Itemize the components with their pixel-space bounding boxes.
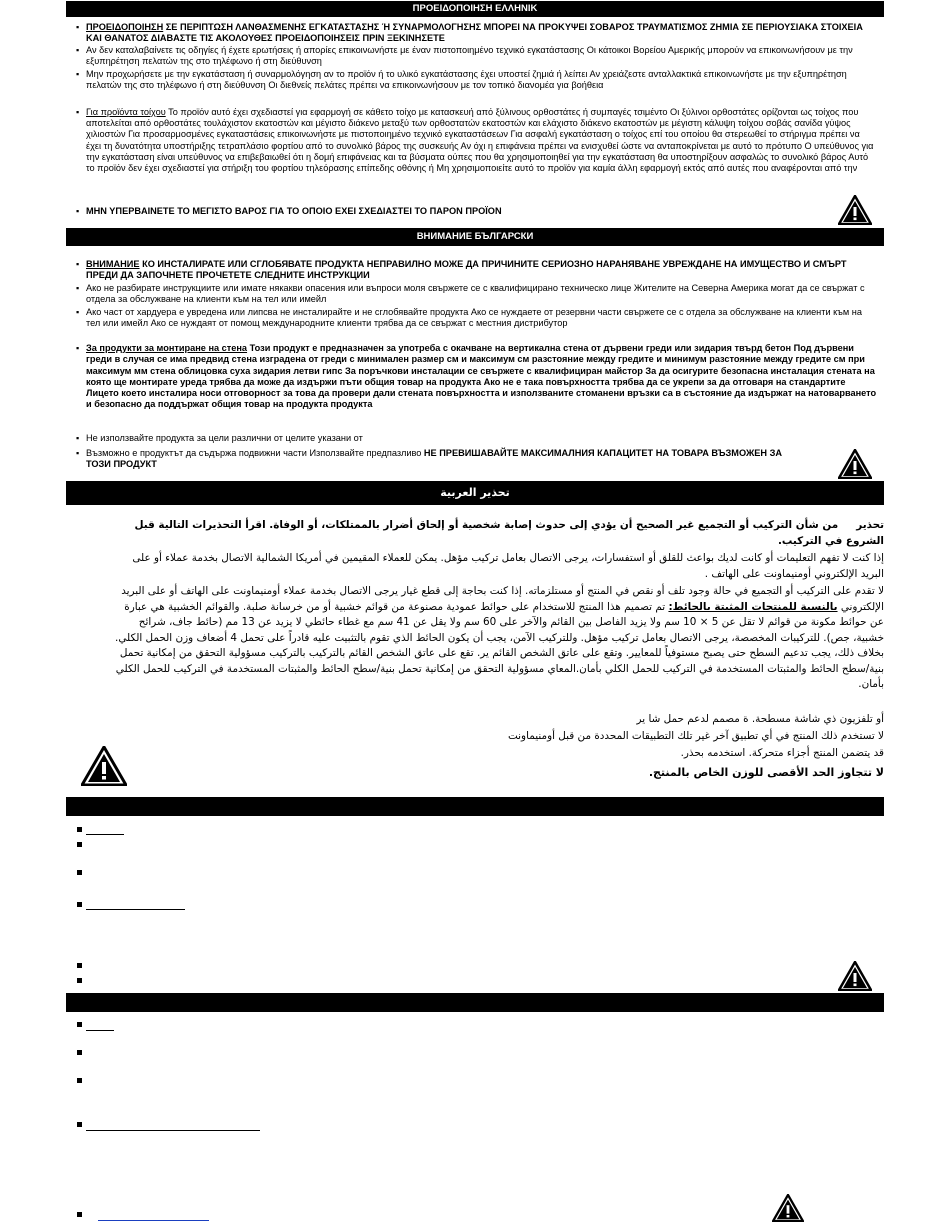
section-4-header xyxy=(66,797,884,816)
bulgarian-section-header xyxy=(66,228,884,246)
greek-header-text: ΠΡΟΕΙΔΟΠΟΙΗΣΗ ΕΛΛΗΝΙΚ xyxy=(412,3,538,14)
greek-wall-products-lead: Για προϊόντα τοίχου xyxy=(86,107,166,117)
warning-triangle-icon xyxy=(838,961,872,991)
arabic-damage-text: لا تقدم على التركيب أو التجميع في حالة وجود تلف أو نقص في المنتج أو مستلزماته. إذا كنت بحاجة إلى قطع غيار يرجى الاتصال بخدمة عملاء أومنيماونت على الهاتف أو على البريد الإلكتروني xyxy=(121,585,884,613)
greek-warning-lead: ΠΡΟΕΙΔΟΠΟΙΗΣΗ xyxy=(86,22,164,32)
bulgarian-instructions-bullet: ▪ Ако не разбирате инструкциите или имате някакви опасения или въпроси моля свържете се с квалифицирано техническо лице Жителите на Северна Америка могат да се свържат с отдела за обслужване на клиенти към на тел или имейл xyxy=(86,283,866,305)
bulgarian-usage-bullet: ▪ Не използвайте продукта за цели различни от целите указани от xyxy=(86,433,866,444)
arabic-warning-paragraph xyxy=(114,518,884,549)
section-4-underline xyxy=(86,834,124,835)
arabic-damage-paragraph xyxy=(109,584,884,693)
section-5-header xyxy=(66,993,884,1012)
section-5-bullet xyxy=(77,1122,82,1127)
section-5-underline xyxy=(86,1130,260,1131)
bulgarian-warning-lead: ВНИМАНИЕ xyxy=(86,259,140,269)
warning-triangle-icon xyxy=(838,195,872,225)
section-4-bullet xyxy=(77,827,82,832)
section-5-bullet xyxy=(77,1212,82,1217)
bulgarian-warning-bullet xyxy=(86,259,866,281)
arabic-usage-paragraph: لا تستخدم ذلك المنتج في أي تطبيق آخر غير تلك التطبيقات المحددة من قبل أومنيماونت xyxy=(507,730,884,742)
warning-triangle-icon xyxy=(81,746,127,786)
warning-triangle-icon xyxy=(772,1194,804,1222)
section-4-bullet xyxy=(77,870,82,875)
arabic-wall-products-lead: بالنسبة للمنتجات المثبتة بالحائط: xyxy=(668,600,838,613)
bulgarian-warning-text: КО ИНСТАЛИРАТЕ ИЛИ СГЛОБЯВАТЕ ПРОДУКТА НЕПРАВИЛНО МОЖЕ ДА ПРИЧИНИТЕ СЕРИОЗНО НАРАНЯВАНЕ УВРЕЖДАНЕ НА ИМУЩЕСТВО И СМЪРТ ПРЕДИ ДА ЗАПОЧНЕТЕ ПРОЧЕТЕТЕ СЛЕДНИТЕ ИНСТРУКЦИИ xyxy=(86,259,847,281)
warning-triangle-icon xyxy=(838,449,872,479)
section-5-bullet xyxy=(77,1078,82,1083)
bulgarian-wall-products-bullet xyxy=(86,343,880,411)
section-5-bullet xyxy=(77,1022,82,1027)
bulgarian-moving-parts-text: Възможно е продуктът да съдържа подвижни части Използвайте предпазливо xyxy=(86,448,424,458)
section-5-bullet xyxy=(77,1050,82,1055)
arabic-instructions-paragraph: إذا كنت لا تفهم التعليمات أو كانت لديك بواعث للقلق أو استفسارات، يرجى الاتصال بعامل تركيب مؤهل. يمكن للعملاء المقيمين في أمريكا الشمالية الاتصال بخدمة عملاء أو على البريد الإلكتروني أومنيماونت على الهاتف . xyxy=(132,552,884,580)
arabic-warning-text: من شأن التركيب أو التجميع غير الصحيح أن يؤدي إلى حدوث إصابة شخصية أو إلحاق أضرار بالممتلكات، أو الوفاة. اقرأ التحذيرات التالية قبل الشروع في التركيب. xyxy=(134,519,884,547)
arabic-moving-parts-paragraph: قد يتضمن المنتج أجزاء متحركة. استخدمه بحذر. xyxy=(680,747,884,759)
section-4-bullet xyxy=(77,842,82,847)
bulgarian-moving-parts-bullet xyxy=(86,448,806,470)
arabic-warning-lead: تحذير xyxy=(856,519,884,531)
section-5-underline xyxy=(86,1030,114,1031)
greek-wall-products-bullet xyxy=(86,107,876,174)
arabic-tv-paragraph: أو تلفزيون ذي شاشة مسطحة. ة مصمم لدعم حمل شا ير xyxy=(636,713,884,725)
bulgarian-max-capacity-text: НЕ ПРЕВИШАВАЙТЕ МАКСИМАЛНИЯ КАПАЦИТЕТ НА ТОВАРА ВЪЗМОЖЕН ЗА ТОЗИ ПРОДУКТ xyxy=(86,448,782,470)
arabic-wall-products-text: تم تصميم هذا المنتج للاستخدام على حوائط عمودية مصنوعة من قوائم خشبية أو من خرسانة صلبة. والقوائم الخشبية هي عبارة عن حوائط مكونة من قوائم لا تقل عن 5 × 10 سم ولا يزيد الفاصل بين القائم والآخر على 60 سم ولا يقل عن 41 سم مع غطاء حائطي لا يزيد عن 13 مم (حائط جاف، شرائح خشبية، جص). للتركيبات المخصصة، يرجى الاتصال بعامل تركيب مؤهل. وللتركيب الآمن، يجب أن يكون الحائط الذي تقوم بالتثبيت عليه قادراً على تحمل 4 أضعاف وزن الحمل الكلي. بخلاف ذلك، يجب تدعيم السطح حتى يصبح مستوفياً للمعايير. وتقع على عاتق الشخص القائم ير. تقع على عاتق الشخص القائم بالتركيب بالتركيب مسؤولية التحقق من إمكانية تحمل بنية/سطح الحائط والمثبتات المستخدمة في التركيب للحمل الكلي بأمان.المعاي مسؤولية التحقق من إمكانية تحمل بنية/سطح الحائط والمثبتات المستخدمة في التركيب للحمل الكلي بأمان. xyxy=(115,600,884,690)
greek-warning-bullet xyxy=(86,22,876,44)
greek-damage-bullet: ▪ Μην προχωρήσετε με την εγκατάσταση ή συναρμολόγηση αν το προϊόν ή το υλικό εγκατάστασης έχει υποστεί ζημιά ή λείπει Αν χρειάζεστε ανταλλακτικά επικοινωνήστε με την εξυπηρέτηση πελατών της στο τηλέφωνο ή στη διεύθυνση Οι διεθνείς πελάτες πρέπει να επικοινωνήσουν με τον τοπικό διανομέα για βοήθεια xyxy=(86,69,876,91)
bulgarian-wall-products-text: Този продукт е предназначен за употреба с окачване на вертикална стена от дървени греди или зидария твърд бетон Под дървени греди в случая се има предвид стена изградена от греди с минимален размер см и максимум см разстояние между гредите и минимум разстояние между гредите см при максимум мм стена облицовка суха зидария летви гипс За поръчкови инсталации се свържете с квалифициран майстор За да осигурите безопасна инсталация стената на която ще монтирате уреда трябва да може да издържи пъти общия товар на продукта Ако не е така повърхността трябва да се укрепи за да отговаря на стандартите Лицето което инсталира носи отговорност за това да провери дали стената повърхността и използваните стоманени връзки са в състояние да издържат на натоварването и безопасно да поддържат общия товар на продукта продукта xyxy=(86,343,877,410)
greek-section-header xyxy=(66,1,884,17)
greek-wall-products-text: Το προϊόν αυτό έχει σχεδιαστεί για εφαρμογή σε κάθετο τοίχο με κατασκευή από ξύλινους ορθοστάτες ή συμπαγές τσιμέντο Οι ξύλινοι ορθοστάτες ορίζονται ως τοίχος που αποτελείται από ορθοστάτες τουλάχιστον εκατοστών και μέγιστο διάκενο μεταξύ των ορθοστατών εκατοστών και ελάχιστο διάκενο εκατοστών με μέγιστη κάλυψη τοίχου σοβάς σανίδα γύψος χιλιοστών Για προσαρμοσμένες εγκαταστάσεις επικοινωνήστε με πιστοποιημένο τεχνικό εγκαταστάσεων Για ασφαλή εγκατάσταση ο τοίχος επί του οποίου θα στερεωθεί το στήριγμα πρέπει να έχει τη δυνατότητα υποστήριξης τετραπλάσιο φορτίου από το συνολικό βάρος της συσκευής Αν όχι η επιφάνεια πρέπει να ενισχυθεί ώστε να ανταποκρίνεται με αυτό το πρότυπο Ο υπεύθυνος για την εγκατάσταση είναι υπεύθυνος να επιβεβαιωθεί ότι η δομή επιφάνειας και τα βύσματα ούπες που θα χρησιμοποιηθεί για την εγκατάσταση θα υποστηρίξουν ασφαλώς το συνολικό βάρος Αυτό το προϊόν δεν έχει σχεδιαστεί για στήριξη του φορτίου τηλεόρασης επίπεδης οθόνης ή Μη χρησιμοποιείτε αυτό το προϊόν για καμία άλλη εφαρμογή εκτός από αυτές που αναφέρονται από την xyxy=(86,107,874,174)
section-4-bullet xyxy=(77,902,82,907)
greek-max-weight-bullet: ▪ ΜΗΝ ΥΠΕΡΒΑΙΝΕΤΕ ΤΟ ΜΕΓΙΣΤΟ ΒΑΡΟΣ ΓΙΑ ΤΟ ΟΠΟΙΟ ΕΧΕΙ ΣΧΕΔΙΑΣΤΕΙ ΤΟ ΠΑΡΟΝ ΠΡΟΪΟΝ xyxy=(86,206,786,217)
greek-instructions-bullet: ▪ Αν δεν καταλαβαίνετε τις οδηγίες ή έχετε ερωτήσεις ή απορίες επικοινωνήστε με έναν πιστοποιημένο τεχνικό εγκατάστασης Οι κάτοικοι Βορείου Αμερικής μπορούν να επικοινωνήσουν με την εξυπηρέτηση πελατών της στο τηλέφωνο ή στη διεύθυνση xyxy=(86,45,876,67)
bulgarian-header-text: ВНИМАНИЕ БЪЛГАРСКИ xyxy=(416,231,534,242)
bulgarian-wall-products-lead: За продукти за монтиране на стена xyxy=(86,343,248,353)
greek-warning-text: ΣΕ ΠΕΡΙΠΤΩΣΗ ΛΑΝΘΑΣΜΕΝΗΣ ΕΓΚΑΤΑΣΤΑΣΗΣ Ή ΣΥΝΑΡΜΟΛΟΓΗΣΗΣ ΜΠΟΡΕΙ ΝΑ ΠΡΟΚΥΨΕΙ ΣΟΒΑΡΟΣ ΤΡΑΥΜΑΤΙΣΜΟΣ ΖΗΜΙΑ ΣΕ ΠΕΡΙΟΥΣΙΑΚΑ ΣΤΟΙΧΕΙΑ ΚΑΙ ΘΑΝΑΤΟΣ ΔΙΑΒΑΣΤΕ ΤΙΣ ΑΚΟΛΟΥΘΕΣ ΠΡΟΕΙΔΟΠΟΙΗΣΕΙΣ ΠΡΙΝ ΞΕΚΙΝΗΣΕΤΕ xyxy=(86,22,863,44)
section-4-underline xyxy=(86,909,185,910)
arabic-section-header xyxy=(66,481,884,505)
bulgarian-damage-bullet: ▪ Ако част от хардуера е увредена или липсва не инсталирайте и не сглобявайте продукта Ако се нуждаете от резервни части свържете се с отдела за обслужване на клиенти към на тел или имейл Ако се нуждаят от помощ международните клиенти трябва да се свържат с местния дистрибутор xyxy=(86,307,876,329)
section-4-bullet xyxy=(77,978,82,983)
section-4-bullet xyxy=(77,963,82,968)
arabic-header-text: تحذير العربية xyxy=(440,486,510,499)
arabic-max-weight-paragraph: لا تتجاوز الحد الأقصى للوزن الخاص بالمنتج. xyxy=(648,766,884,779)
section-5-link-underline xyxy=(98,1220,209,1221)
